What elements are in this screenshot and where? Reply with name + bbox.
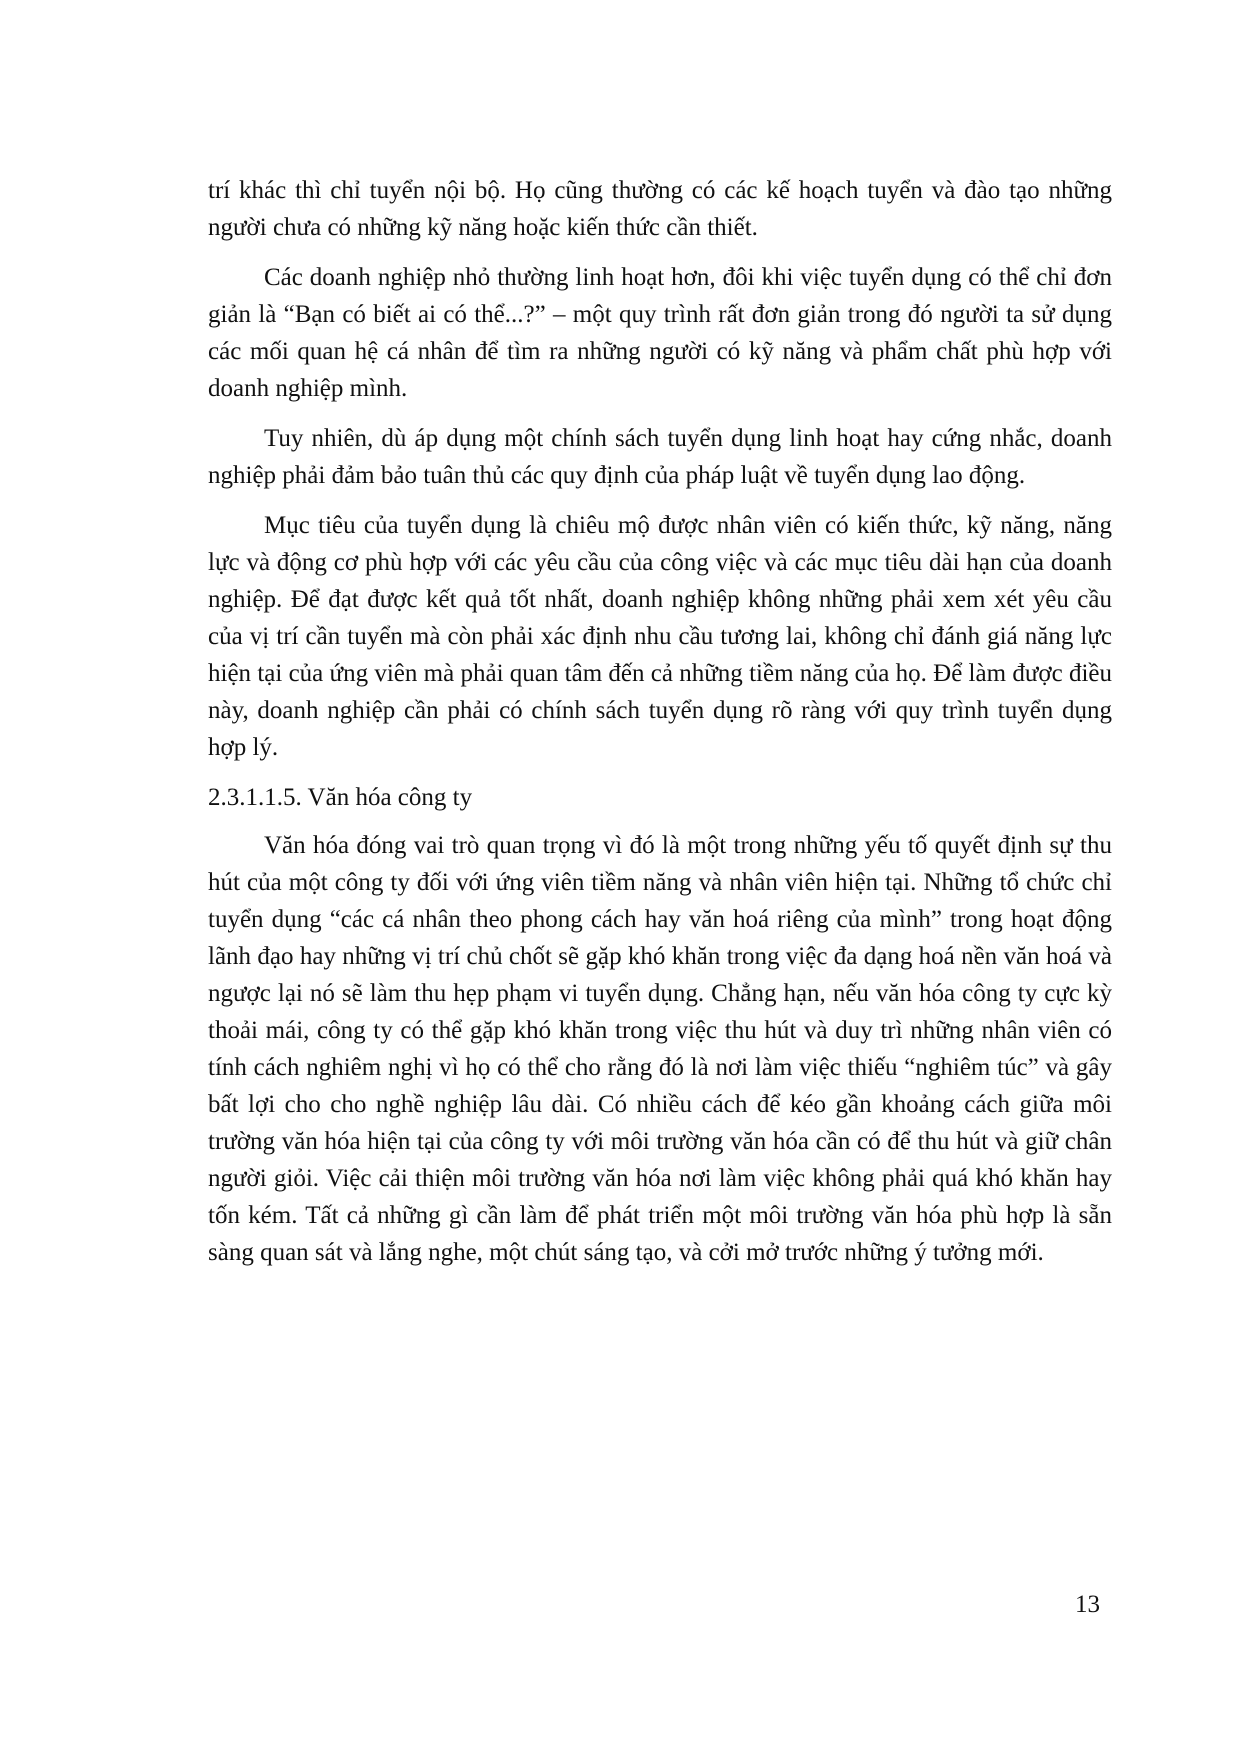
paragraph-continuation: trí khác thì chỉ tuyển nội bộ. Họ cũng thường có các kế hoạch tuyển và đào tạo những người chưa có những kỹ năng hoặc kiến thức cần thiết. [208,177,1112,241]
section-heading: 2.3.1.1.5. Văn hóa công ty [208,784,473,811]
paragraph-company-culture: Văn hóa đóng vai trò quan trọng vì đó là một trong những yếu tố quyết định sự thu hút của một công ty đối với ứng viên tiềm năng và nhân viên hiện tại. Những tổ chức chỉ tuyển dụng “các cá nhân theo phong cách hay văn hoá riêng của mình” trong hoạt động lãnh đạo hay những vị trí chủ chốt sẽ gặp khó khăn trong việc đa dạng hoá nền văn hoá và ngược lại nó sẽ làm thu hẹp phạm vi tuyển dụng. Chẳng hạn, nếu văn hóa công ty cực kỳ thoải mái, công ty có thể gặp khó khăn trong việc thu hút và duy trì những nhân viên có tính cách nghiêm nghị vì họ có thể cho rằng đó là nơi làm việc thiếu “nghiêm túc” và gây bất lợi cho cho nghề nghiệp lâu dài. Có nhiều cách để kéo gần khoảng cách giữa môi trường văn hóa hiện tại của công ty với môi trường văn hóa cần có để thu hút và giữ chân người giỏi. Việc cải thiện môi trường văn hóa nơi làm việc không phải quá khó khăn hay tốn kém. Tất cả những gì cần làm để phát triển một môi trường văn hóa phù hợp là sẵn sàng quan sát và lắng nghe, một chút sáng tạo, và cởi mở trước những ý tưởng mới. [208,832,1112,1266]
page-number: 13 [1075,1591,1100,1618]
paragraph-legal-compliance: Tuy nhiên, dù áp dụng một chính sách tuyển dụng linh hoạt hay cứng nhắc, doanh nghiệp phải đảm bảo tuân thủ các quy định của pháp luật về tuyển dụng lao động. [208,425,1112,489]
document-page [208,172,1112,1284]
paragraph-small-business: Các doanh nghiệp nhỏ thường linh hoạt hơn, đôi khi việc tuyển dụng có thể chỉ đơn giản là “Bạn có biết ai có thể...?” – một quy trình rất đơn giản trong đó người ta sử dụng các mối quan hệ cá nhân để tìm ra những người có kỹ năng và phẩm chất phù hợp với doanh nghiệp mình. [208,264,1112,402]
paragraph-recruitment-goal: Mục tiêu của tuyển dụng là chiêu mộ được nhân viên có kiến thức, kỹ năng, năng lực và động cơ phù hợp với các yêu cầu của công việc và các mục tiêu dài hạn của doanh nghiệp. Để đạt được kết quả tốt nhất, doanh nghiệp không những phải xem xét yêu cầu của vị trí cần tuyển mà còn phải xác định nhu cầu tương lai, không chỉ đánh giá năng lực hiện tại của ứng viên mà phải quan tâm đến cả những tiềm năng của họ. Để làm được điều này, doanh nghiệp cần phải có chính sách tuyển dụng rõ ràng với quy trình tuyển dụng hợp lý. [208,512,1112,761]
